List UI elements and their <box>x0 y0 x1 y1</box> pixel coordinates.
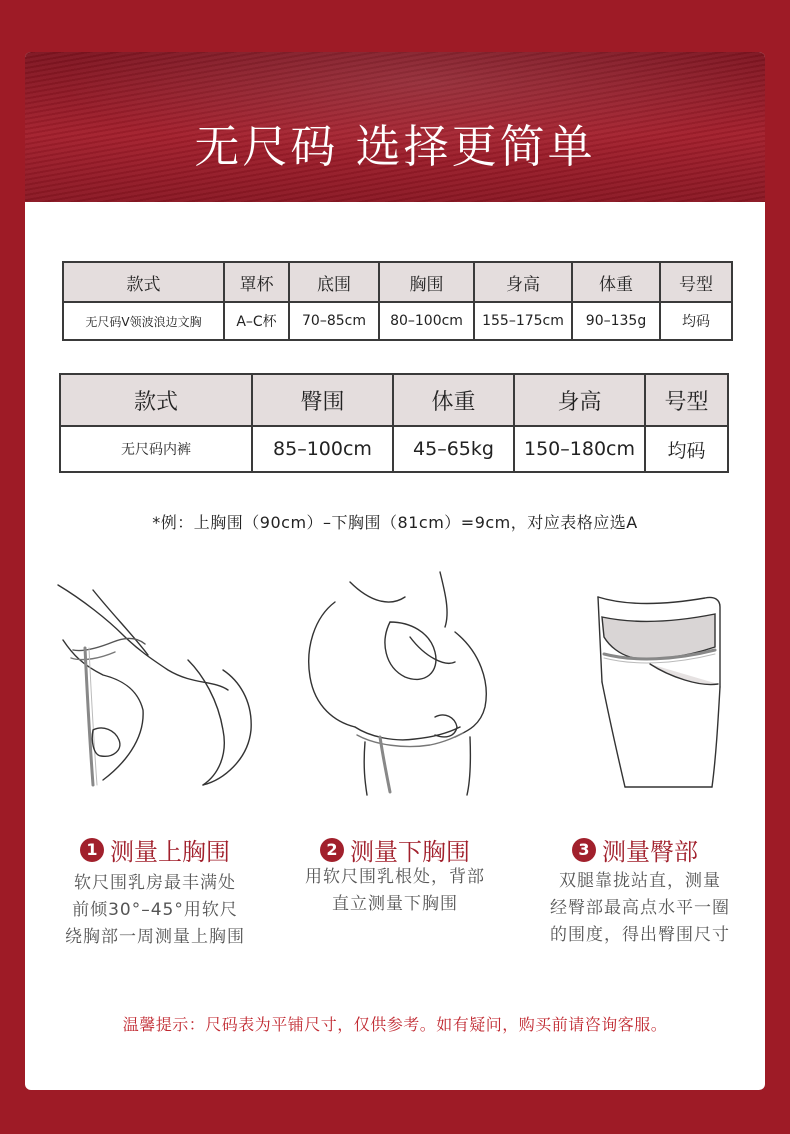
header-cell: 罩杯 <box>224 262 289 302</box>
title-banner <box>25 52 765 202</box>
table-cell: 70–85cm <box>289 302 379 340</box>
table-header-row <box>63 262 732 302</box>
banner-title: 无尺码 选择更简单 <box>194 120 596 173</box>
header-cell: 号型 <box>660 262 732 302</box>
step-title-text: 测量臀部 <box>602 838 698 866</box>
table-row <box>60 426 728 472</box>
table-cell: 均码 <box>645 426 728 472</box>
table-cell: 无尺码内裤 <box>60 426 252 472</box>
header-cell: 款式 <box>63 262 224 302</box>
under-bust-illustration <box>295 567 495 797</box>
header-cell: 胸围 <box>379 262 474 302</box>
step-title-text: 测量下胸围 <box>350 838 470 866</box>
header-cell: 身高 <box>474 262 572 302</box>
header-cell: 身高 <box>514 374 645 426</box>
bra-size-table <box>62 261 733 341</box>
table-cell: 155–175cm <box>474 302 572 340</box>
header-cell: 臀围 <box>252 374 393 426</box>
step-number-1: 1 <box>80 838 104 862</box>
step-title-hip <box>525 832 745 867</box>
table-cell: A–C杯 <box>224 302 289 340</box>
table-header-row <box>60 374 728 426</box>
upper-bust-illustration <box>53 580 253 800</box>
step-desc-upper-bust: 软尺围乳房最丰满处 前倾30°–45°用软尺 绕胸部一周测量上胸围 <box>65 873 245 947</box>
table-cell: 无尺码V领波浪边文胸 <box>63 302 224 340</box>
header-cell: 底围 <box>289 262 379 302</box>
example-note: *例：上胸围（90cm）–下胸围（81cm）=9cm，对应表格应选A <box>152 513 638 532</box>
table-cell: 150–180cm <box>514 426 645 472</box>
table-cell: 90–135g <box>572 302 660 340</box>
step-number-3: 3 <box>572 838 596 862</box>
table-cell: 45–65kg <box>393 426 514 472</box>
hip-illustration <box>590 592 740 792</box>
table-cell: 80–100cm <box>379 302 474 340</box>
step-title-upper-bust <box>45 832 265 867</box>
header-cell: 款式 <box>60 374 252 426</box>
step-title-under-bust <box>285 832 505 867</box>
step-number-2: 2 <box>320 838 344 862</box>
header-cell: 体重 <box>572 262 660 302</box>
step-desc-hip: 双腿靠拢站直，测量 经臀部最高点水平一圈 的围度，得出臀围尺寸 <box>550 871 730 945</box>
table-cell: 85–100cm <box>252 426 393 472</box>
header-cell: 号型 <box>645 374 728 426</box>
panty-size-table <box>59 373 729 473</box>
step-desc-under-bust: 用软尺围乳根处，背部 直立测量下胸围 <box>305 867 485 914</box>
warm-tip: 温馨提示：尺码表为平铺尺寸，仅供参考。如有疑问，购买前请咨询客服。 <box>122 1015 668 1034</box>
header-cell: 体重 <box>393 374 514 426</box>
table-row <box>63 302 732 340</box>
size-guide-card <box>25 52 765 1090</box>
table-cell: 均码 <box>660 302 732 340</box>
step-title-text: 测量上胸围 <box>110 838 230 866</box>
